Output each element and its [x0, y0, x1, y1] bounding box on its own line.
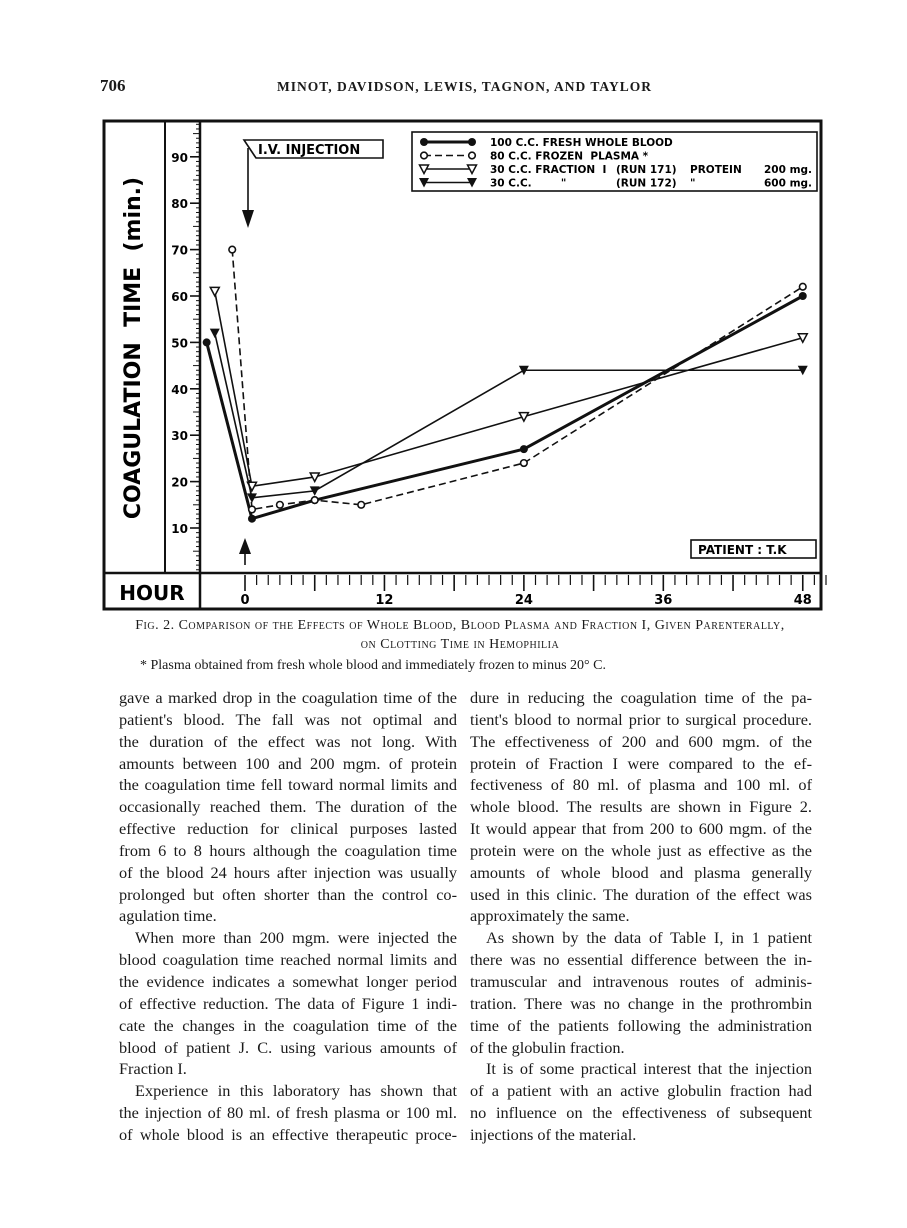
series-0 [203, 292, 807, 523]
text-line: fectiveness of 80 ml. of plasma and 100 ml. of [470, 775, 812, 795]
text-line: time of the patients following the administration [470, 1015, 812, 1035]
text-line: blood of patient J. C. using various amounts of [119, 1037, 457, 1057]
text-line: dure in reducing the coagulation time of the pa- [470, 688, 812, 707]
text-line: there was no essential difference between the in- [470, 950, 812, 970]
text-line: gave a marked drop in the coagulation time of the [119, 688, 457, 707]
y-axis-label: COAGULATION TIME (min.) [121, 176, 146, 520]
legend [412, 132, 817, 191]
text-line: prolonged but often shorter than the control co- [119, 884, 457, 904]
y-tick-label: 60 [171, 290, 188, 304]
open-circle-marker [799, 283, 806, 290]
legend-label: 80 C.C. FROZEN PLASMA * [490, 150, 649, 163]
legend-label: 30 C.C. " [490, 177, 567, 190]
open-circle-marker [229, 246, 236, 253]
text-line: of whole blood is an effective therapeutic proce- [119, 1124, 457, 1144]
y-tick-label: 30 [171, 429, 188, 444]
series-3 [210, 329, 808, 503]
injection-label: I.V. INJECTION [258, 143, 361, 158]
open-circle-marker [421, 152, 428, 159]
series-line [232, 250, 803, 510]
filled-circle-marker [248, 515, 256, 523]
series-line [215, 333, 803, 498]
up-arrow-icon [239, 538, 251, 554]
text-line: tration. There was no change in the prothrombin [470, 993, 812, 1013]
text-line: from 6 to 8 hours although the coagulation time [119, 840, 457, 860]
open-triangle-marker [210, 287, 219, 296]
y-tick-label: 10 [171, 522, 188, 536]
open-circle-marker [358, 502, 365, 509]
filled-circle-marker [799, 292, 807, 300]
y-tick-label: 80 [171, 197, 188, 212]
text-line: effective reduction for clinical purposes lasted [119, 819, 457, 839]
series-2 [210, 287, 807, 490]
text-line: the duration of the effect was not long. With [119, 731, 457, 751]
legend-label: 200 mg. [764, 164, 813, 176]
y-tick-label: 70 [171, 243, 188, 258]
text-line: As shown by the data of Table I, in 1 patient [486, 928, 812, 948]
text-line: the evidence indicates a somewhat longer period [119, 971, 457, 991]
page-number: 706 [100, 76, 126, 95]
text-line: of a patient with an active globulin fraction had [470, 1081, 812, 1101]
text-line: blood coagulation time reached normal limits and [119, 950, 457, 970]
legend-label: 30 C.C. FRACTION I [490, 164, 607, 176]
figure-footnote: * Plasma obtained from fresh whole blood and immediately frozen to minus 20° C. [140, 658, 606, 673]
down-arrow-icon [242, 210, 254, 228]
x-ticks [240, 575, 826, 608]
legend-label: (RUN 172) [616, 177, 677, 190]
patient-label: PATIENT : T.K [698, 543, 787, 557]
text-line: protein of Fraction I were compared to the ef- [470, 753, 812, 773]
y-tick-label: 20 [171, 475, 188, 490]
series-line [207, 296, 803, 519]
text-line: whole blood. The results are shown in Figure 2. [470, 797, 812, 817]
y-tick-label: 90 [171, 150, 188, 165]
series-group [203, 246, 808, 522]
filled-circle-marker [420, 138, 428, 146]
x-axis-label: HOUR [119, 581, 185, 605]
text-line: of the globulin fraction. [470, 1037, 625, 1057]
text-line: protein were on the whole just as effective as the [470, 840, 812, 860]
text-line: occasionally reached them. The duration of the [119, 797, 457, 817]
figure-caption-line-1: Fig. 2. Comparison of the Effects of Whole Blood, Blood Plasma and Fraction I, Given Parenterally, [135, 618, 785, 633]
text-line: the coagulation time fell toward normal limits and [119, 775, 457, 795]
running-title: MINOT, DAVIDSON, LEWIS, TAGNON, AND TAYLOR [277, 79, 652, 94]
text-line: It would appear that from 200 to 600 mgm. of the [470, 819, 812, 839]
text-line: of effective reduction. The data of Figure 1 indi- [119, 993, 457, 1013]
text-line: Experience in this laboratory has shown that [135, 1081, 457, 1101]
open-circle-marker [311, 497, 318, 504]
text-line: used in this clinic. The duration of the effect was [470, 884, 812, 904]
open-circle-marker [277, 502, 284, 509]
text-line: the injection of 80 ml. of fresh plasma or 100 ml. [119, 1103, 457, 1123]
filled-circle-marker [468, 138, 476, 146]
legend-label: 100 C.C. FRESH WHOLE BLOOD [490, 137, 673, 149]
text-line: no influence on the effectiveness of subsequent [470, 1103, 812, 1123]
series-line [215, 291, 803, 486]
legend-label: " [690, 177, 696, 190]
legend-label: 600 mg. [764, 177, 813, 190]
text-line: approximately the same. [470, 906, 630, 926]
text-line: agulation time. [119, 906, 217, 926]
filled-circle-marker [520, 445, 528, 453]
legend-label: (RUN 171) [616, 164, 677, 176]
text-line: tient's blood to normal prior to surgical procedure. [470, 709, 812, 729]
x-tick-label: 12 [375, 593, 394, 608]
text-line: of the blood 24 hours after injection was usually [119, 862, 457, 882]
legend-label: PROTEIN [690, 164, 742, 176]
text-line: amounts of whole blood and plasma generally [470, 862, 812, 882]
body-column-right [470, 687, 812, 1146]
text-line: The effectiveness of 200 and 600 mgm. of the [470, 731, 812, 751]
open-circle-marker [249, 506, 256, 513]
text-line: When more than 200 mgm. were injected the [135, 928, 457, 948]
figure-caption-line-2: on Clotting Time in Hemophilia [360, 637, 560, 652]
text-line: amounts between 100 and 200 mgm. of protein [119, 753, 457, 773]
filled-triangle-marker [210, 329, 220, 339]
x-tick-label: 24 [514, 593, 533, 608]
y-ticks [171, 124, 200, 569]
x-tick-label: 0 [240, 593, 250, 608]
text-line: Fraction I. [119, 1059, 187, 1079]
open-circle-marker [521, 460, 528, 467]
x-tick-label: 36 [654, 593, 673, 608]
text-line: tramuscular and intravenous routes of adminis- [470, 971, 812, 991]
x-tick-label: 48 [793, 593, 812, 608]
body-column-left [119, 687, 457, 1146]
text-line: cate the changes in the coagulation time of the [119, 1015, 457, 1035]
y-tick-label: 40 [171, 382, 188, 397]
open-circle-marker [469, 152, 476, 159]
text-line: injections of the material. [470, 1124, 637, 1144]
y-tick-label: 50 [171, 336, 188, 351]
text-line: patient's blood. The fall was not optimal and [119, 709, 457, 729]
text-line: It is of some practical interest that the injection [486, 1059, 812, 1079]
filled-circle-marker [203, 338, 211, 346]
